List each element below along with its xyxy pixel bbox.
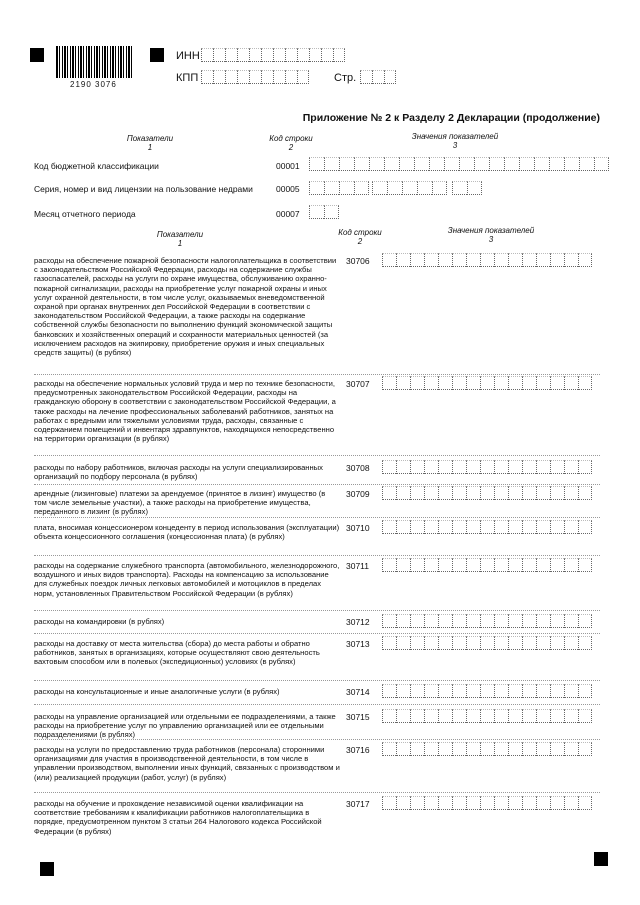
value-cell[interactable] [410, 742, 424, 756]
row-separator [34, 455, 600, 456]
value-cell[interactable] [536, 460, 550, 474]
value-cell[interactable] [452, 614, 466, 628]
corner-marker-bottom-left [40, 862, 54, 876]
kpp-label: КПП [176, 72, 199, 84]
value-cell[interactable] [480, 684, 494, 698]
value-cell[interactable] [452, 684, 466, 698]
value-cell[interactable] [536, 636, 550, 650]
value-cell[interactable] [438, 376, 452, 390]
value-cell[interactable] [564, 376, 578, 390]
value-cell[interactable] [508, 376, 522, 390]
value-cell[interactable] [564, 684, 578, 698]
value-cell[interactable] [494, 486, 508, 500]
value-cell[interactable] [410, 636, 424, 650]
value-cell[interactable] [578, 520, 592, 534]
value-cell[interactable] [494, 636, 508, 650]
value-cell[interactable] [480, 376, 494, 390]
value-cell[interactable] [466, 253, 480, 267]
value-cell[interactable] [522, 684, 536, 698]
row-code-30708: 30708 [346, 463, 370, 473]
row-text-30713: расходы на доставку от места жительства (сбора) до места работы и обратно работников, занятых в организациях, которые осуществляют свою деятельность вахтовым способом или в полевых (экспедиционных) условиях (в рублях) [34, 639, 320, 667]
value-cell[interactable] [438, 460, 452, 474]
value-cell[interactable] [564, 520, 578, 534]
value-cell[interactable] [424, 520, 438, 534]
value-cell[interactable] [536, 253, 550, 267]
value-cell[interactable] [536, 376, 550, 390]
value-cell[interactable] [508, 253, 522, 267]
month-label: Месяц отчетного периода [34, 209, 136, 219]
value-cell[interactable] [438, 684, 452, 698]
row-text-30710: плата, вносимая концессионером концеденту в период использования (эксплуатации) объекта концессионного соглашения (концессионная плата) (в рублях) [34, 523, 340, 542]
row-text-30706: расходы на обеспечение пожарной безопасности налогоплательщика в соответствии с законодательством Российской Федерации, расходы на содержание службы газоспасателей, расходы на услуги по охране имущества, обслуживанию охранно-пожарной сигнализации, расходы на приобретение услуг пожарной охраны и иных услуг охранной деятельности, в том числе услуг, оказываемых вневедомственной охраной при органах внутренних дел Российской Федерации в соответствии с законодательством Российской Федерации, а также расходы на содержание собственной службы безопасности по выполнению функций экономической защиты банковских и хозяйственных операций и сохранности материальных ценностей (за исключением расходов на экипировку, приобретение оружия и иных специальных средств защиты) (в рублях) [34, 256, 337, 358]
value-cell[interactable] [494, 460, 508, 474]
value-cell[interactable] [494, 520, 508, 534]
value-cell[interactable] [508, 520, 522, 534]
value-cell[interactable] [522, 558, 536, 572]
row-separator [34, 704, 600, 705]
value-cell[interactable] [494, 376, 508, 390]
month-code: 00007 [276, 209, 300, 219]
value-cell[interactable] [564, 558, 578, 572]
value-cell[interactable] [578, 684, 592, 698]
value-cell[interactable] [508, 558, 522, 572]
value-cell[interactable] [536, 520, 550, 534]
value-cell[interactable] [522, 520, 536, 534]
value-cell[interactable] [424, 709, 438, 723]
value-field-30713[interactable] [382, 636, 592, 650]
value-cell[interactable] [508, 742, 522, 756]
row-code-30714: 30714 [346, 687, 370, 697]
row-separator [34, 555, 600, 556]
value-cell[interactable] [396, 253, 410, 267]
value-cell[interactable] [424, 636, 438, 650]
value-cell[interactable] [522, 796, 536, 810]
value-cell[interactable] [382, 636, 396, 650]
row-text-30711: расходы на содержание служебного транспорта (автомобильного, железнодорожного, воздушного и иных видов транспорта). Расходы на компенсацию за использование для служебных поездок личных легковых автомобилей и мотоциклов в пределах норм, установленных Правительством Российской Федерации (в рублях) [34, 561, 340, 598]
value-cell[interactable] [480, 614, 494, 628]
value-cell[interactable] [522, 709, 536, 723]
month-field[interactable] [309, 205, 339, 219]
value-cell[interactable] [452, 796, 466, 810]
value-cell[interactable] [480, 742, 494, 756]
value-cell[interactable] [564, 614, 578, 628]
corner-marker-top-left [30, 48, 44, 62]
value-cell[interactable] [480, 520, 494, 534]
barcode-number: 2190 3076 [70, 80, 117, 89]
value-field-30711[interactable] [382, 558, 592, 572]
value-cell[interactable] [578, 486, 592, 500]
value-cell[interactable] [494, 709, 508, 723]
value-cell[interactable] [410, 709, 424, 723]
value-cell[interactable] [424, 460, 438, 474]
value-cell[interactable] [522, 460, 536, 474]
value-cell[interactable] [410, 253, 424, 267]
value-cell[interactable] [536, 796, 550, 810]
corner-marker-top-center [150, 48, 164, 62]
row-separator [34, 374, 600, 375]
value-cell[interactable] [438, 253, 452, 267]
value-cell[interactable] [452, 460, 466, 474]
value-cell[interactable] [466, 684, 480, 698]
value-cell[interactable] [564, 253, 578, 267]
value-cell[interactable] [438, 614, 452, 628]
value-field-30712[interactable] [382, 614, 592, 628]
row-code-30716: 30716 [346, 745, 370, 755]
value-cell[interactable] [396, 486, 410, 500]
value-cell[interactable] [550, 558, 564, 572]
license-number-field[interactable] [372, 181, 447, 195]
value-cell[interactable] [494, 253, 508, 267]
value-cell[interactable] [564, 742, 578, 756]
inn-label: ИНН [176, 50, 200, 62]
value-cell[interactable] [382, 376, 396, 390]
value-cell[interactable] [396, 796, 410, 810]
value-cell[interactable] [494, 614, 508, 628]
value-cell[interactable] [452, 253, 466, 267]
license-code: 00005 [276, 184, 300, 194]
value-cell[interactable] [466, 742, 480, 756]
value-cell[interactable] [550, 520, 564, 534]
value-cell[interactable] [438, 558, 452, 572]
value-cell[interactable] [536, 558, 550, 572]
row-separator [34, 484, 600, 485]
value-cell[interactable] [396, 709, 410, 723]
value-cell[interactable] [480, 558, 494, 572]
value-cell[interactable] [382, 684, 396, 698]
value-cell[interactable] [522, 486, 536, 500]
value-field-30716[interactable] [382, 742, 592, 756]
value-cell[interactable] [396, 614, 410, 628]
value-cell[interactable] [578, 796, 592, 810]
value-cell[interactable] [480, 460, 494, 474]
value-cell[interactable] [396, 636, 410, 650]
value-cell[interactable] [438, 796, 452, 810]
value-cell[interactable] [410, 558, 424, 572]
value-cell[interactable] [508, 636, 522, 650]
value-cell[interactable] [466, 636, 480, 650]
value-cell[interactable] [410, 614, 424, 628]
value-cell[interactable] [522, 614, 536, 628]
value-cell[interactable] [550, 636, 564, 650]
page-label: Стр. [334, 72, 357, 84]
value-cell[interactable] [438, 742, 452, 756]
license-label: Серия, номер и вид лицензии на пользование недрами [34, 184, 253, 194]
corner-marker-bottom-right [594, 852, 608, 866]
value-cell[interactable] [550, 253, 564, 267]
row-code-30711: 30711 [346, 561, 370, 571]
value-cell[interactable] [410, 520, 424, 534]
license-series-field[interactable] [309, 181, 369, 195]
value-field-30710[interactable] [382, 520, 592, 534]
value-cell[interactable] [508, 614, 522, 628]
value-cell[interactable] [466, 520, 480, 534]
row-code-30710: 30710 [346, 523, 370, 533]
value-cell[interactable] [410, 684, 424, 698]
row-code-30713: 30713 [346, 639, 370, 649]
value-cell[interactable] [424, 486, 438, 500]
value-cell[interactable] [466, 796, 480, 810]
value-cell[interactable] [480, 796, 494, 810]
value-cell[interactable] [438, 486, 452, 500]
value-cell[interactable] [550, 684, 564, 698]
kbk-code: 00001 [276, 161, 300, 171]
value-cell[interactable] [550, 376, 564, 390]
value-cell[interactable] [564, 486, 578, 500]
value-cell[interactable] [396, 520, 410, 534]
value-cell[interactable] [382, 796, 396, 810]
value-cell[interactable] [466, 460, 480, 474]
value-cell[interactable] [452, 376, 466, 390]
value-field-30717[interactable] [382, 796, 592, 810]
row-code-30717: 30717 [346, 799, 370, 809]
row-separator [34, 633, 600, 634]
value-cell[interactable] [452, 742, 466, 756]
row-text-30712: расходы на командировки (в рублях) [34, 617, 165, 626]
value-cell[interactable] [550, 742, 564, 756]
value-cell[interactable] [382, 486, 396, 500]
top-col-values: Значения показателей 3 [411, 132, 499, 150]
value-cell[interactable] [536, 614, 550, 628]
top-col-indicators: Показатели 1 [126, 134, 174, 152]
value-cell[interactable] [438, 709, 452, 723]
row-code-30709: 30709 [346, 489, 370, 499]
value-cell[interactable] [424, 558, 438, 572]
row-text-30707: расходы на обеспечение нормальных условий труда и мер по технике безопасности, предусмотренных законодательством Российской Федерации, расходы на гражданскую оборону в соответствии с законодательством Российской Федерации, а также расходы на лечение профессиональных заболеваний работников, занятых на работах с вредными или тяжелыми условиями труда, расходы, связанные с содержанием помещений и инвентаря здравпунктов, находящихся непосредственно на территории организации (в рублях) [34, 379, 336, 444]
col-values: Значения показателей 3 [447, 226, 535, 244]
value-cell[interactable] [382, 709, 396, 723]
value-cell[interactable] [550, 460, 564, 474]
value-cell[interactable] [564, 796, 578, 810]
value-cell[interactable] [578, 460, 592, 474]
value-cell[interactable] [508, 460, 522, 474]
row-text-30715: расходы на управление организацией или отдельными ее подразделениями, а также расходы на приобретение услуг по управлению организацией или ее отдельными подразделениями (в рублях) [34, 712, 336, 740]
value-cell[interactable] [578, 614, 592, 628]
value-cell[interactable] [396, 684, 410, 698]
value-field-30715[interactable] [382, 709, 592, 723]
row-text-30708: расходы по набору работников, включая расходы на услуги специализированных организаций по подбору персонала (в рублях) [34, 463, 323, 482]
value-cell[interactable] [424, 742, 438, 756]
row-code-30712: 30712 [346, 617, 370, 627]
barcode [56, 46, 134, 78]
value-cell[interactable] [494, 742, 508, 756]
row-text-30716: расходы на услуги по предоставлению труда работников (персонала) сторонними организациями для участия в производственной деятельности, в том числе в управлении производством, выполнении иных функций, связанных с производством и (или) реализацией продукции (работ, услуг) (в рублях) [34, 745, 340, 782]
value-cell[interactable] [578, 253, 592, 267]
value-cell[interactable] [452, 558, 466, 572]
value-cell[interactable] [424, 376, 438, 390]
value-cell[interactable] [382, 614, 396, 628]
value-cell[interactable] [480, 253, 494, 267]
row-separator [34, 517, 600, 518]
top-col-code: Код строки 2 [269, 134, 313, 152]
value-cell[interactable] [410, 460, 424, 474]
value-cell[interactable] [452, 520, 466, 534]
value-cell[interactable] [452, 486, 466, 500]
value-cell[interactable] [578, 558, 592, 572]
row-separator [34, 680, 600, 681]
value-cell[interactable] [410, 796, 424, 810]
row-text-30714: расходы на консультационные и иные аналогичные услуги (в рублях) [34, 687, 280, 696]
value-cell[interactable] [466, 558, 480, 572]
value-cell[interactable] [578, 636, 592, 650]
value-cell[interactable] [424, 684, 438, 698]
value-cell[interactable] [550, 486, 564, 500]
value-cell[interactable] [564, 460, 578, 474]
value-cell[interactable] [550, 796, 564, 810]
value-cell[interactable] [396, 558, 410, 572]
value-cell[interactable] [396, 742, 410, 756]
value-cell[interactable] [536, 709, 550, 723]
row-text-30717: расходы на обучение и прохождение независимой оценки квалификации на соответствие требованиям к квалификации работников налогоплательщика в порядке, предусмотренном пунктом 3 статьи 264 Налогового кодекса Российской Федерации (в рублях) [34, 799, 322, 836]
value-cell[interactable] [480, 636, 494, 650]
value-cell[interactable] [522, 742, 536, 756]
row-code-30707: 30707 [346, 379, 370, 389]
value-cell[interactable] [508, 684, 522, 698]
value-cell[interactable] [466, 486, 480, 500]
value-cell[interactable] [494, 684, 508, 698]
value-cell[interactable] [424, 253, 438, 267]
value-cell[interactable] [494, 796, 508, 810]
inn-field[interactable] [201, 48, 345, 62]
value-cell[interactable] [508, 486, 522, 500]
value-cell[interactable] [466, 709, 480, 723]
row-text-30709: арендные (лизинговые) платежи за арендуемое (принятое в лизинг) имущество (в том числе земельные участки), а также расходы на приобретение имущества, переданного в лизинг (в рублях) [34, 489, 326, 517]
value-cell[interactable] [382, 253, 396, 267]
value-cell[interactable] [578, 742, 592, 756]
form-title: Приложение № 2 к Разделу 2 Декларации (продолжение) [302, 112, 600, 124]
value-cell[interactable] [564, 636, 578, 650]
value-field-30707[interactable] [382, 376, 592, 390]
value-cell[interactable] [424, 614, 438, 628]
value-cell[interactable] [438, 636, 452, 650]
value-cell[interactable] [508, 796, 522, 810]
value-field-30709[interactable] [382, 486, 592, 500]
col-indicators: Показатели 1 [156, 230, 204, 248]
kbk-field[interactable] [309, 157, 609, 171]
value-field-30706[interactable] [382, 253, 592, 267]
value-cell[interactable] [522, 253, 536, 267]
value-cell[interactable] [522, 636, 536, 650]
value-cell[interactable] [480, 486, 494, 500]
value-cell[interactable] [536, 486, 550, 500]
row-separator [34, 739, 600, 740]
row-code-30715: 30715 [346, 712, 370, 722]
value-cell[interactable] [396, 460, 410, 474]
value-cell[interactable] [382, 742, 396, 756]
value-cell[interactable] [550, 709, 564, 723]
row-code-30706: 30706 [346, 256, 370, 266]
value-cell[interactable] [494, 558, 508, 572]
value-field-30708[interactable] [382, 460, 592, 474]
value-cell[interactable] [522, 376, 536, 390]
value-cell[interactable] [410, 486, 424, 500]
value-cell[interactable] [382, 558, 396, 572]
value-cell[interactable] [480, 709, 494, 723]
value-cell[interactable] [438, 520, 452, 534]
license-type-field[interactable] [452, 181, 482, 195]
value-cell[interactable] [536, 742, 550, 756]
value-cell[interactable] [536, 684, 550, 698]
value-field-30714[interactable] [382, 684, 592, 698]
value-cell[interactable] [508, 709, 522, 723]
kbk-label: Код бюджетной классификации [34, 161, 159, 171]
value-cell[interactable] [578, 376, 592, 390]
col-code: Код строки 2 [338, 228, 382, 246]
value-cell[interactable] [396, 376, 410, 390]
page-number-field[interactable] [360, 70, 396, 84]
value-cell[interactable] [452, 636, 466, 650]
value-cell[interactable] [578, 709, 592, 723]
value-cell[interactable] [424, 796, 438, 810]
value-cell[interactable] [382, 520, 396, 534]
value-cell[interactable] [550, 614, 564, 628]
value-cell[interactable] [466, 376, 480, 390]
value-cell[interactable] [564, 709, 578, 723]
value-cell[interactable] [466, 614, 480, 628]
value-cell[interactable] [452, 709, 466, 723]
row-separator [34, 610, 600, 611]
value-cell[interactable] [382, 460, 396, 474]
row-separator [34, 792, 600, 793]
value-cell[interactable] [410, 376, 424, 390]
kpp-field[interactable] [201, 70, 309, 84]
